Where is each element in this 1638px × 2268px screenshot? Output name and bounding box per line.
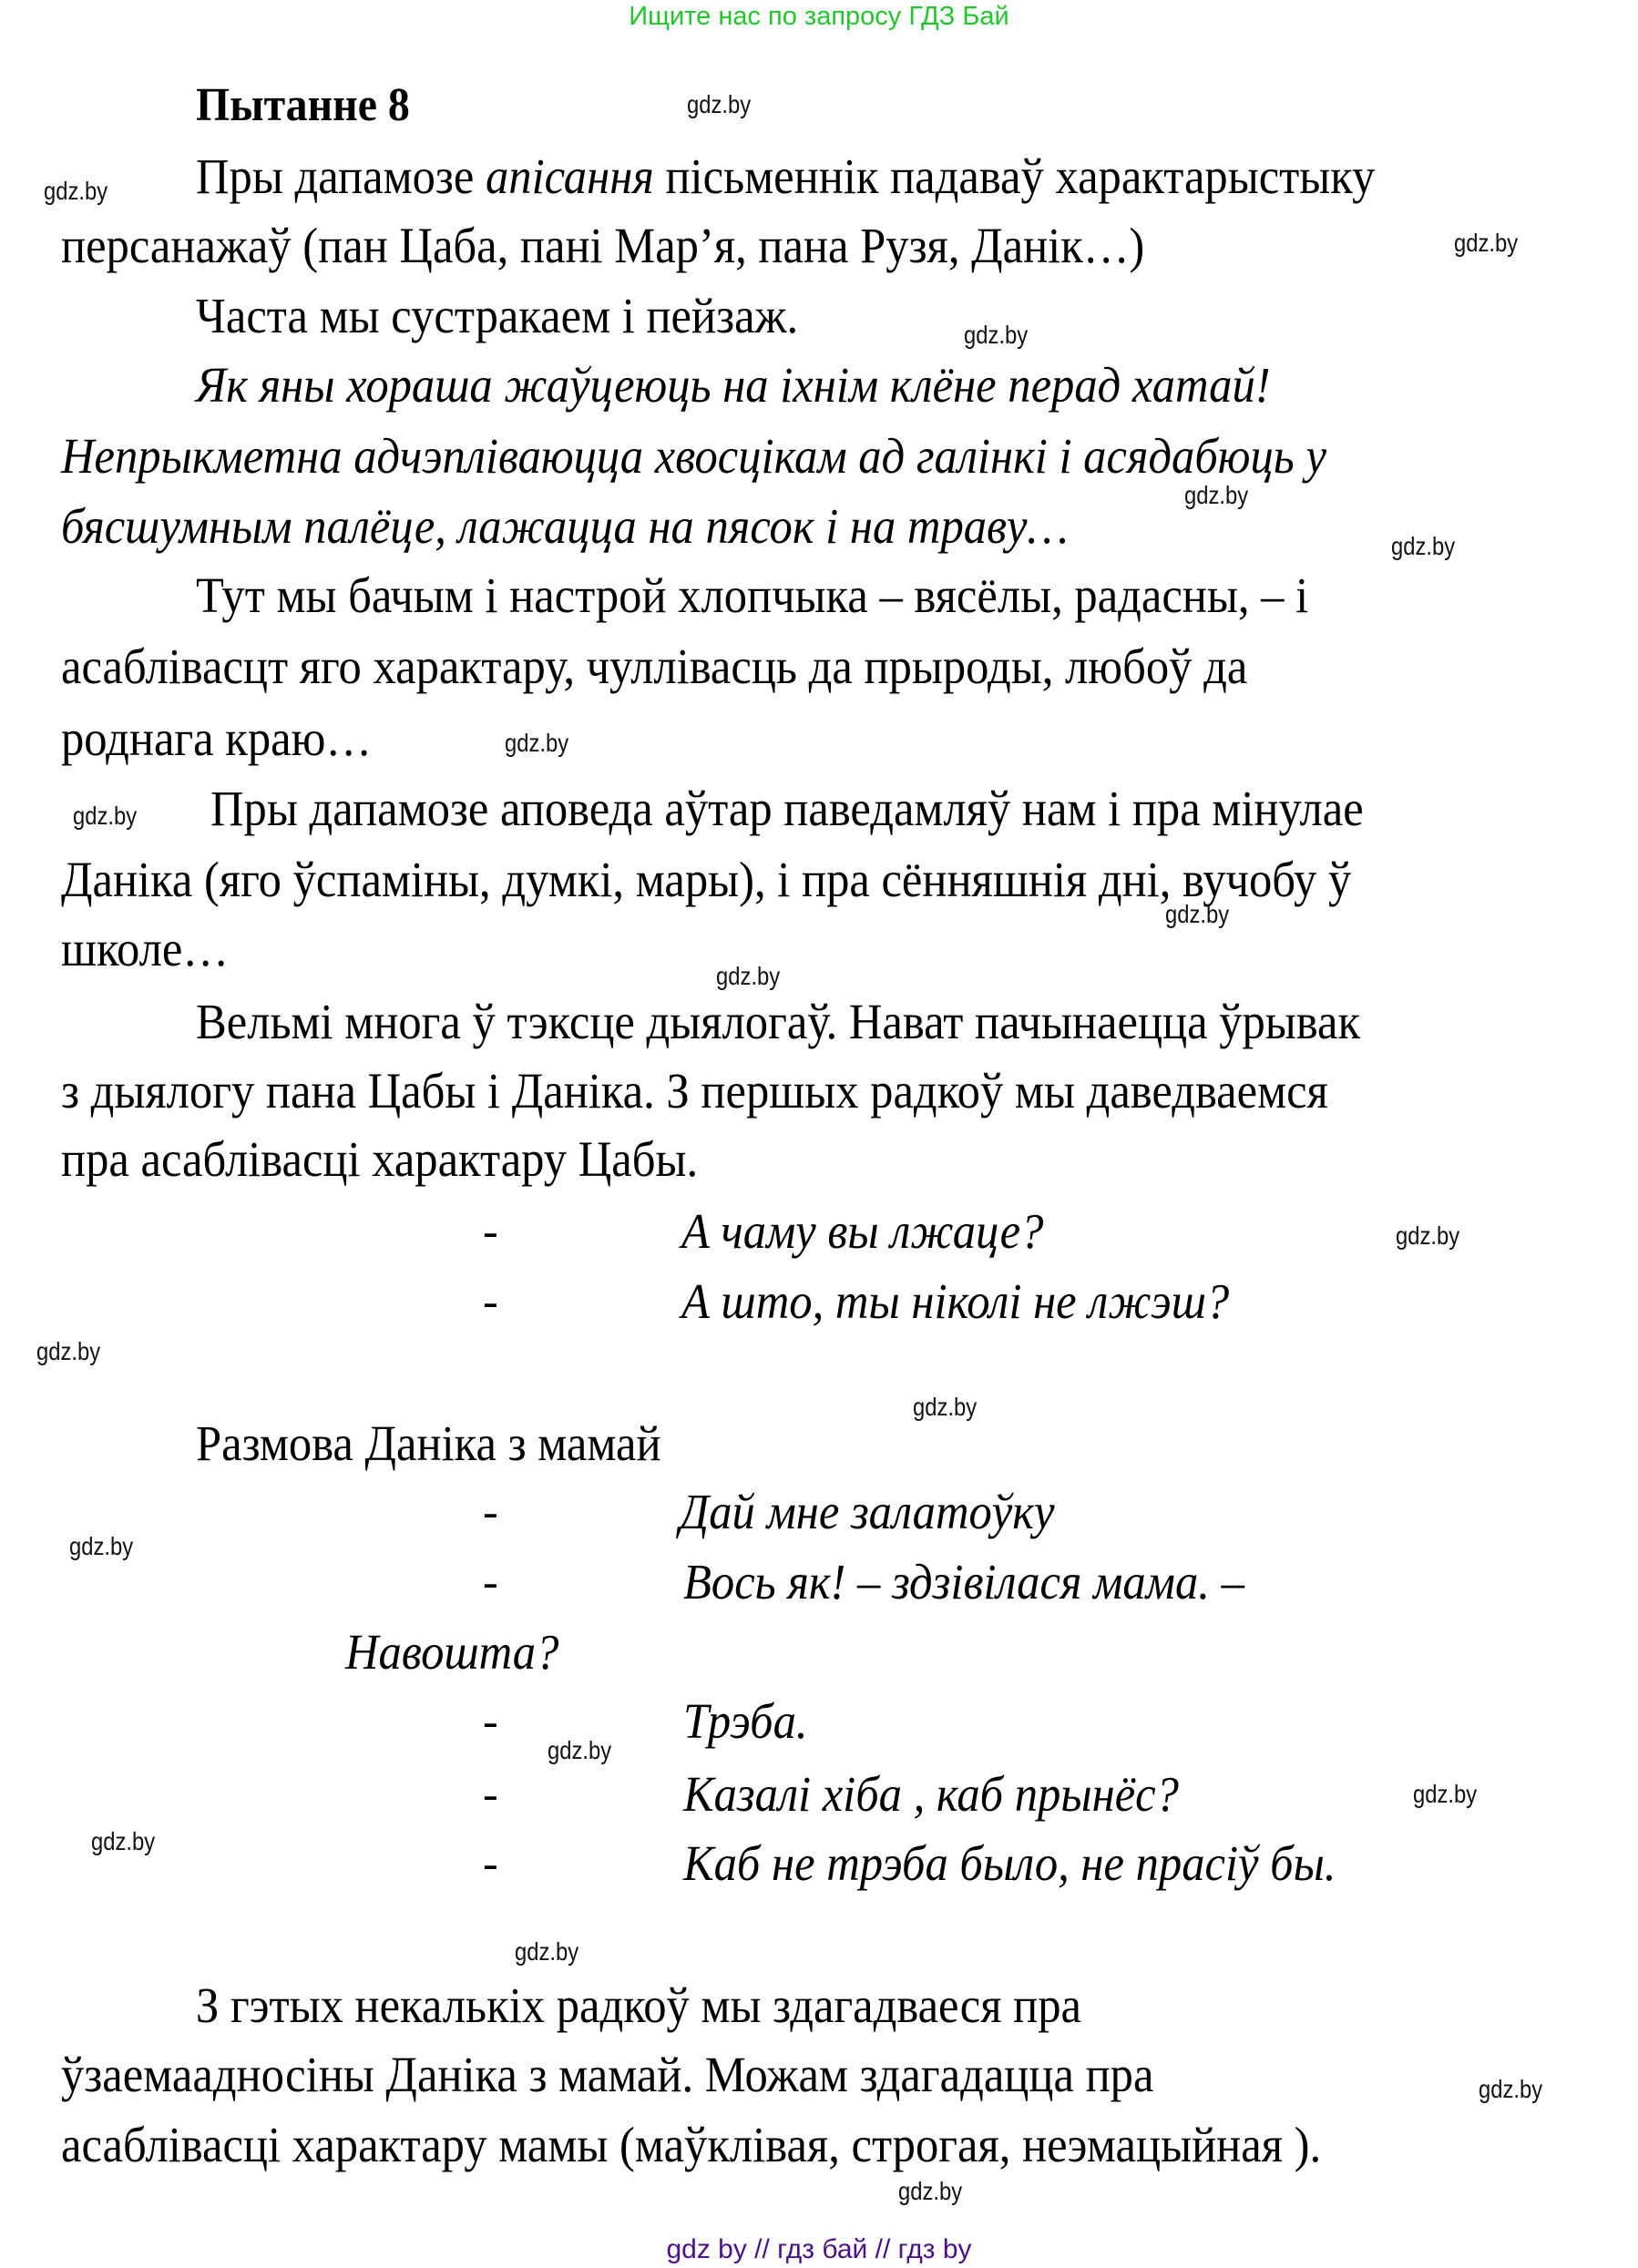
watermark: gdz.by xyxy=(1454,229,1519,257)
watermark: gdz.by xyxy=(716,962,781,990)
quote-line: Непрыкметна адчэпліваюцца хвосцікам ад галінкі і асядабюць у xyxy=(61,428,1326,484)
watermark: gdz.by xyxy=(964,321,1029,349)
dialogue-line: А чаму вы лжаце? xyxy=(681,1203,1044,1259)
search-hint-banner: Ищите нас по запросу ГДЗ Бай xyxy=(629,2,1009,31)
dialogue-dash: - xyxy=(483,1837,498,1888)
dialogue-dash: - xyxy=(483,1768,498,1819)
text-line: Пры дапамозе аповеда аўтар паведамляў нам і пра мінулае xyxy=(210,781,1364,836)
watermark: gdz.by xyxy=(505,729,569,757)
text-line: Даніка (яго ўспаміны, думкі, мары), і пра сённяшнія дні, вучобу ў xyxy=(61,852,1352,907)
watermark: gdz.by xyxy=(898,2177,963,2205)
text-line xyxy=(196,148,1376,204)
dialogue-line: Каб не трэба было, не прасіў бы. xyxy=(683,1835,1336,1891)
watermark: gdz.by xyxy=(1184,481,1249,509)
watermark: gdz.by xyxy=(73,802,138,830)
quote-line: бясшумным палёце, лажацца на пясок і на траву… xyxy=(61,498,1069,554)
page-title: Пытанне 8 xyxy=(196,79,410,131)
dialogue-dash: - xyxy=(483,1695,498,1746)
watermark: gdz.by xyxy=(1479,2075,1543,2103)
text-line: роднага краю… xyxy=(61,710,373,766)
text-line: з дыялогу пана Цабы і Даніка. З першых радкоў мы даведваемся xyxy=(61,1063,1328,1119)
text-line: пра асаблівасці характару Цабы. xyxy=(61,1131,699,1187)
watermark: gdz.by xyxy=(1413,1780,1478,1808)
dialogue-line: Навошта? xyxy=(345,1624,559,1680)
dialogue-line: Вось як! – здзівілася мама. – xyxy=(683,1554,1244,1609)
text-line: Вельмі многа ў тэксце дыялогаў. Нават пачынаецца ўрывак xyxy=(196,994,1361,1049)
watermark: gdz.by xyxy=(1165,900,1230,928)
dialogue-dash: - xyxy=(483,1275,498,1326)
watermark: gdz.by xyxy=(69,1532,134,1560)
text-line: Тут мы бачым і настрой хлопчыка – вясёлы, радасны, – і xyxy=(196,567,1309,623)
watermark: gdz.by xyxy=(36,1337,101,1365)
dialogue-dash: - xyxy=(483,1556,498,1607)
watermark: gdz.by xyxy=(913,1393,978,1421)
text-span: Пры дапамозе xyxy=(196,148,486,204)
dialogue-line: Казалі хіба , каб прынёс? xyxy=(683,1766,1179,1822)
text-line: асаблівасцт яго характару, чуллівасць да прыроды, любоў да xyxy=(61,639,1248,694)
text-line: ўзаемаадносіны Даніка з мамай. Можам здагадацца пра xyxy=(61,2047,1154,2102)
quote-line: Як яны хораша жаўцеюць на іхнім клёне перад хатай! xyxy=(196,357,1271,413)
watermark: gdz.by xyxy=(1396,1221,1460,1250)
watermark: gdz.by xyxy=(548,1736,612,1764)
text-span: пісьменнік падаваў характарыстыку xyxy=(653,148,1376,204)
dialogue-line: Трэба. xyxy=(683,1693,808,1749)
watermark: gdz.by xyxy=(687,90,752,118)
footer-banner: gdz by // гдз бай // гдз by xyxy=(666,2234,972,2264)
text-line: Часта мы сустракаем і пейзаж. xyxy=(196,288,799,343)
text-line: персанажаў (пан Цаба, пані Мар’я, пана Рузя, Данік…) xyxy=(61,218,1145,273)
watermark: gdz.by xyxy=(44,177,108,205)
watermark: gdz.by xyxy=(1391,532,1456,560)
italic-term: апісання xyxy=(485,148,654,204)
text-line: школе… xyxy=(61,921,229,976)
text-line: асаблівасці характару мамы (маўклівая, строгая, неэмацыйная ). xyxy=(61,2117,1322,2172)
text-line: Размова Даніка з мамай xyxy=(196,1415,661,1471)
dialogue-dash: - xyxy=(483,1486,498,1537)
watermark: gdz.by xyxy=(515,1937,579,1966)
dialogue-line: Дай мне залатоўку xyxy=(680,1484,1055,1539)
watermark: gdz.by xyxy=(91,1827,156,1855)
text-line: З гэтых некалькіх радкоў мы здагадваеся пра xyxy=(196,1977,1082,2033)
dialogue-dash: - xyxy=(483,1205,498,1256)
dialogue-line: А што, ты ніколі не лжэш? xyxy=(681,1273,1230,1329)
